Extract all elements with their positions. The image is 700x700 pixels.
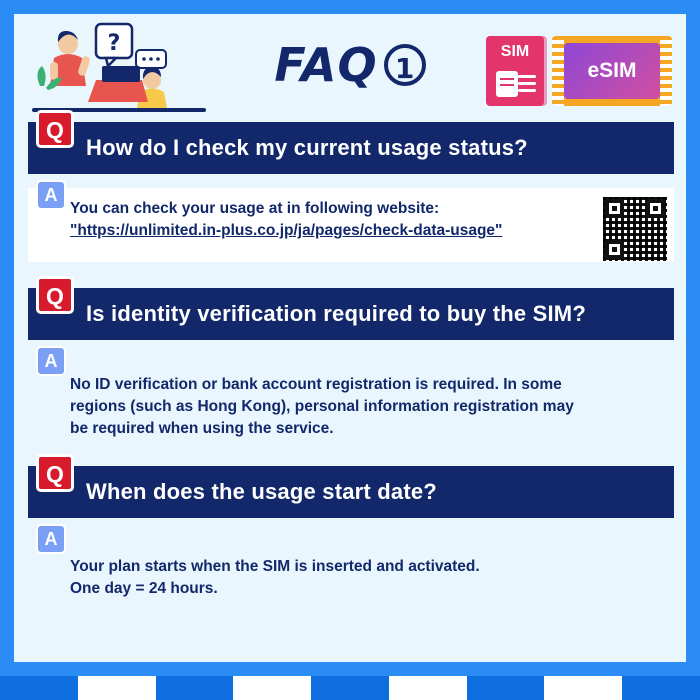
answer-line: You can check your usage at in following website:: [70, 200, 440, 217]
answer-line: Your plan starts when the SIM is inserted and activated.: [70, 558, 480, 575]
header-illustration: [24, 22, 214, 117]
faq-word: FAQ: [274, 38, 378, 92]
answer-line: be required when using the service.: [70, 420, 334, 437]
answer-text-3: [28, 526, 672, 600]
question-bar-2: [28, 283, 674, 340]
svg-text:?: ?: [107, 31, 121, 56]
answer-line: No ID verification or bank account registration is required. In some: [70, 376, 562, 393]
a-badge-1: A: [36, 180, 66, 210]
question-bar-3: [28, 461, 674, 518]
faq-item-2: [14, 283, 686, 446]
faq-item-3: [14, 461, 686, 606]
a-badge-3: A: [36, 524, 66, 554]
sim-card-badge: [486, 36, 544, 106]
esim-card-badge: [552, 36, 672, 106]
question-text-2: Is identity verification required to buy the SIM?: [86, 301, 586, 326]
answer-text-1: [28, 188, 674, 254]
sim-signal-lines-icon: [518, 75, 536, 95]
answer-text-2: [28, 348, 672, 440]
answer-line: One day = 24 hours.: [70, 580, 218, 597]
usage-check-link[interactable]: "https://unlimited.in-plus.co.jp/ja/pages/check-data-usage": [70, 222, 503, 239]
qr-eye-top-left: [605, 199, 624, 218]
qr-eye-top-right: [646, 199, 665, 218]
question-text-3: When does the usage start date?: [86, 479, 437, 504]
spacer-2: [14, 446, 686, 466]
answer-row-3: [14, 518, 686, 606]
qr-code[interactable]: [602, 196, 668, 262]
header: [14, 14, 686, 122]
question-bar-1: [28, 117, 674, 174]
answer-row-2: [14, 340, 686, 446]
answer-line: regions (such as Hong Kong), personal information registration may: [70, 398, 574, 415]
spacer-1: [14, 262, 686, 288]
sim-badges: [486, 36, 672, 106]
bottom-stripes: [0, 676, 700, 700]
a-badge-2: A: [36, 346, 66, 376]
esim-badge-label: eSIM: [564, 43, 660, 99]
faq-card: [14, 14, 686, 662]
faq-item-1: [14, 117, 686, 262]
qr-eye-bottom-left: [605, 240, 624, 259]
question-text-1: How do I check my current usage status?: [86, 135, 528, 160]
q-badge-2: Q: [36, 276, 74, 314]
answer-row-1: [14, 174, 686, 205]
sim-badge-label: SIM: [500, 43, 530, 60]
faq-number-badge: 1: [384, 44, 426, 86]
esim-right-contacts-icon: [660, 36, 672, 106]
q-badge-1: Q: [36, 110, 74, 148]
q-badge-3: Q: [36, 454, 74, 492]
answer-panel-1: [28, 188, 674, 262]
sim-chip-icon: [496, 71, 518, 97]
esim-left-contacts-icon: [552, 36, 564, 106]
